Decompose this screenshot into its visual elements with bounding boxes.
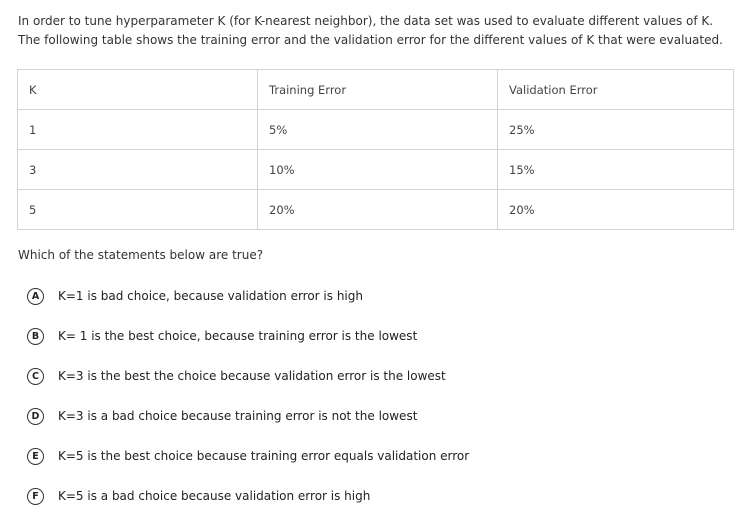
option-d[interactable] [27,404,417,428]
table-cell: 20% [498,190,734,230]
option-e[interactable] [27,444,469,468]
option-letter-badge: B [27,328,44,345]
option-text: K=5 is the best choice because training error equals validation error [58,449,470,463]
option-letter-badge: D [27,408,44,425]
question-prompt: Which of the statements below are true? [18,248,264,262]
table-row [18,190,734,230]
option-letter-badge: E [27,448,44,465]
option-c[interactable] [27,364,446,388]
option-letter-badge: F [27,488,44,505]
table-cell: 15% [498,150,734,190]
error-table [17,69,734,230]
option-text: K= 1 is the best choice, because training error is the lowest [58,329,418,343]
table-header-cell: Validation Error [498,70,734,110]
option-b[interactable] [27,324,417,348]
table-cell: 5% [258,110,498,150]
option-a[interactable] [27,284,363,308]
option-letter-badge: C [27,368,44,385]
table-cell: 10% [258,150,498,190]
table-header-cell: K [18,70,258,110]
table-cell: 3 [18,150,258,190]
table-cell: 1 [18,110,258,150]
option-letter-badge: A [27,288,44,305]
option-f[interactable] [27,484,370,508]
table-row [18,150,734,190]
question-intro: In order to tune hyperparameter K (for K-nearest neighbor), the data set was used to evaluate different values of K. The following table shows the training error and the validation error for the different values of K that were evaluated. [18,14,723,47]
table-cell: 20% [258,190,498,230]
table-header-cell: Training Error [258,70,498,110]
option-text: K=3 is a bad choice because training error is not the lowest [58,409,418,423]
table-cell: 25% [498,110,734,150]
table-row [18,110,734,150]
table-header-row [18,70,734,110]
option-text: K=1 is bad choice, because validation error is high [58,289,363,303]
option-text: K=3 is the best the choice because validation error is the lowest [58,369,446,383]
table-cell: 5 [18,190,258,230]
option-text: K=5 is a bad choice because validation error is high [58,489,371,503]
